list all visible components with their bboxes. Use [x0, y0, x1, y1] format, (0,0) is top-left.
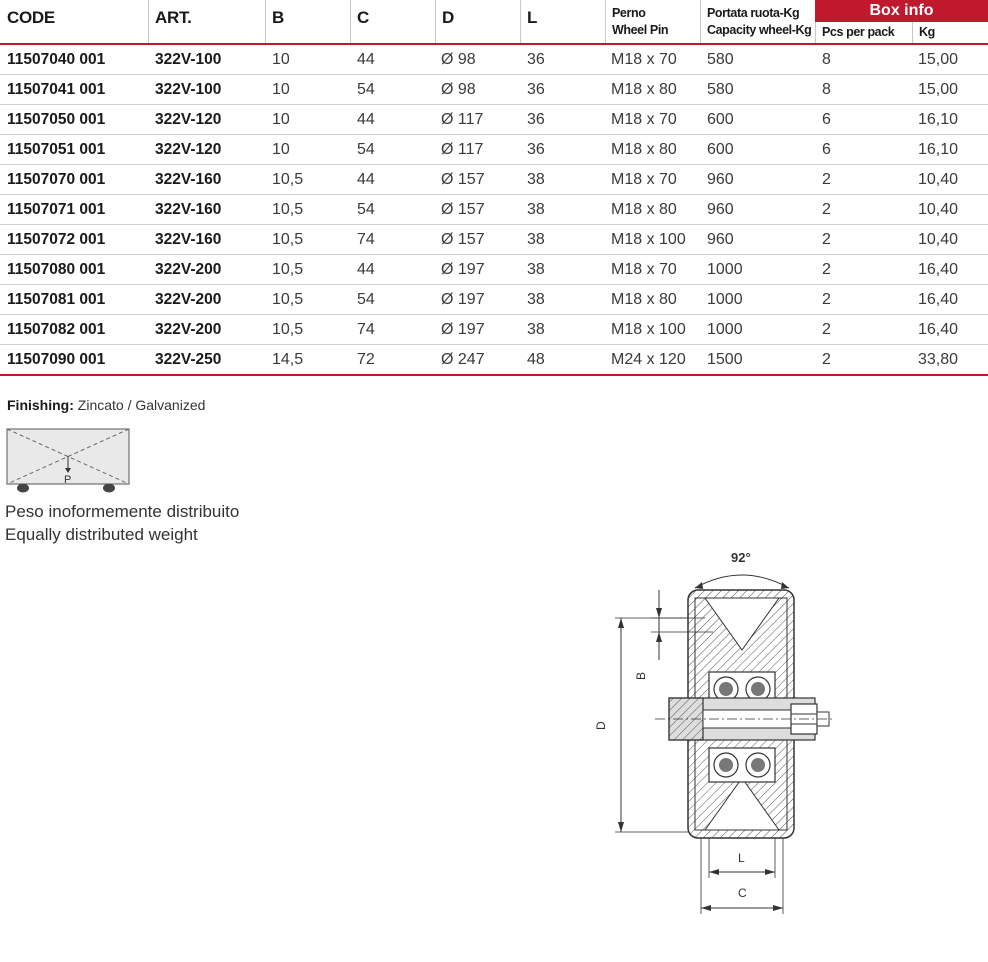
cell-b: 10 — [272, 81, 290, 98]
finishing-label: Finishing: — [7, 397, 74, 413]
table-header — [0, 0, 988, 45]
cell-pcs: 2 — [822, 321, 831, 338]
cell-code: 11507040 001 — [7, 51, 106, 68]
cell-c: 44 — [357, 261, 375, 278]
cell-d: Ø 197 — [441, 321, 485, 338]
cell-art: 322V-120 — [155, 141, 222, 158]
cell-kg: 33,80 — [918, 351, 959, 368]
cell-d: Ø 98 — [441, 81, 476, 98]
cell-pin: M18 x 80 — [611, 81, 677, 98]
cell-art: 322V-200 — [155, 321, 222, 338]
cell-b: 10,5 — [272, 201, 304, 218]
divider — [912, 22, 913, 43]
dimension-c-label: C — [738, 886, 747, 900]
divider — [435, 0, 436, 43]
box-info-banner: Box info — [815, 0, 988, 22]
cell-cap: 1000 — [707, 291, 743, 308]
table-row — [0, 75, 988, 105]
cell-c: 44 — [357, 171, 375, 188]
cell-art: 322V-200 — [155, 261, 222, 278]
cell-pcs: 8 — [822, 81, 831, 98]
cell-cap: 580 — [707, 81, 734, 98]
cell-d: Ø 117 — [441, 111, 484, 128]
cell-code: 11507081 001 — [7, 291, 106, 308]
load-description — [5, 500, 239, 546]
cell-kg: 16,40 — [918, 291, 959, 308]
header-pcs: Pcs per pack — [822, 25, 895, 39]
cell-c: 54 — [357, 201, 375, 218]
divider — [148, 0, 149, 43]
cell-cap: 960 — [707, 201, 734, 218]
angle-label: 92° — [731, 550, 751, 565]
cell-l: 48 — [527, 351, 545, 368]
cell-pin: M18 x 100 — [611, 231, 686, 248]
cell-d: Ø 157 — [441, 231, 485, 248]
cell-cap: 1000 — [707, 321, 743, 338]
cell-d: Ø 197 — [441, 261, 485, 278]
header-code: CODE — [7, 8, 55, 27]
table-row — [0, 165, 988, 195]
cell-art: 322V-250 — [155, 351, 222, 368]
cell-b: 10 — [272, 111, 290, 128]
cell-pin: M18 x 80 — [611, 201, 677, 218]
dimension-l-label: L — [738, 851, 745, 865]
cell-kg: 16,40 — [918, 261, 959, 278]
cell-d: Ø 197 — [441, 291, 485, 308]
cell-code: 11507082 001 — [7, 321, 106, 338]
cell-b: 10,5 — [272, 321, 304, 338]
cell-pin: M18 x 70 — [611, 261, 677, 278]
header-l: L — [527, 8, 538, 27]
cell-pcs: 2 — [822, 351, 831, 368]
cell-b: 10,5 — [272, 291, 304, 308]
table-row — [0, 135, 988, 165]
divider — [265, 0, 266, 43]
header-d: D — [442, 8, 454, 27]
cell-d: Ø 157 — [441, 201, 485, 218]
cell-code: 11507041 001 — [7, 81, 106, 98]
cell-c: 54 — [357, 291, 375, 308]
cell-c: 44 — [357, 111, 375, 128]
header-capacity-line1: Portata ruota-Kg — [707, 6, 800, 20]
table-row — [0, 315, 988, 345]
cell-b: 14,5 — [272, 351, 304, 368]
cell-cap: 600 — [707, 111, 734, 128]
cell-code: 11507070 001 — [7, 171, 106, 188]
finishing-note — [7, 397, 205, 413]
cell-l: 36 — [527, 81, 545, 98]
spec-table — [0, 0, 988, 376]
cell-pcs: 8 — [822, 51, 831, 68]
finishing-value: Zincato / Galvanized — [77, 397, 206, 413]
divider — [700, 0, 701, 43]
cell-code: 11507080 001 — [7, 261, 106, 278]
cell-b: 10,5 — [272, 171, 304, 188]
cell-pcs: 6 — [822, 111, 831, 128]
table-row — [0, 225, 988, 255]
cell-kg: 10,40 — [918, 171, 959, 188]
divider — [605, 0, 606, 43]
cell-c: 74 — [357, 321, 375, 338]
table-row — [0, 345, 988, 376]
cell-pin: M18 x 80 — [611, 291, 677, 308]
cell-l: 38 — [527, 321, 545, 338]
cell-art: 322V-100 — [155, 81, 222, 98]
cell-d: Ø 247 — [441, 351, 485, 368]
cell-l: 36 — [527, 141, 545, 158]
cell-code: 11507072 001 — [7, 231, 106, 248]
cell-kg: 16,40 — [918, 321, 959, 338]
header-pin — [612, 5, 668, 39]
cell-c: 74 — [357, 231, 375, 248]
cell-cap: 960 — [707, 231, 734, 248]
cell-pcs: 2 — [822, 231, 831, 248]
cell-b: 10 — [272, 51, 290, 68]
cell-pcs: 2 — [822, 201, 831, 218]
header-art: ART. — [155, 8, 192, 27]
cell-code: 11507090 001 — [7, 351, 106, 368]
cell-b: 10,5 — [272, 261, 304, 278]
load-p-label: P — [64, 474, 72, 486]
load-distribution-icon — [6, 428, 132, 494]
cell-b: 10,5 — [272, 231, 304, 248]
cell-art: 322V-120 — [155, 111, 222, 128]
cell-pcs: 2 — [822, 261, 831, 278]
cell-code: 11507071 001 — [7, 201, 106, 218]
cell-cap: 960 — [707, 171, 734, 188]
cell-kg: 15,00 — [918, 51, 959, 68]
cell-c: 54 — [357, 141, 375, 158]
cell-art: 322V-100 — [155, 51, 222, 68]
table-body — [0, 45, 988, 376]
header-capacity — [707, 5, 811, 39]
cell-pcs: 2 — [822, 291, 831, 308]
cell-kg: 10,40 — [918, 201, 959, 218]
cell-cap: 1000 — [707, 261, 743, 278]
table-row — [0, 105, 988, 135]
cell-art: 322V-160 — [155, 171, 222, 188]
header-pin-line1: Perno — [612, 6, 646, 20]
cell-art: 322V-160 — [155, 201, 222, 218]
divider — [350, 0, 351, 43]
header-c: C — [357, 8, 369, 27]
cell-kg: 16,10 — [918, 141, 959, 158]
cell-d: Ø 98 — [441, 51, 476, 68]
load-description-line2: Equally distributed weight — [5, 525, 198, 544]
cell-l: 36 — [527, 51, 545, 68]
cell-l: 36 — [527, 111, 545, 128]
header-capacity-line2: Capacity wheel-Kg — [707, 23, 812, 37]
cell-kg: 15,00 — [918, 81, 959, 98]
cell-pin: M18 x 70 — [611, 171, 677, 188]
cell-l: 38 — [527, 291, 545, 308]
cell-c: 54 — [357, 81, 375, 98]
cell-pin: M18 x 80 — [611, 141, 677, 158]
cell-kg: 16,10 — [918, 111, 959, 128]
dimension-d-label: D — [594, 721, 608, 730]
wheel-section-drawing — [585, 540, 845, 920]
cell-kg: 10,40 — [918, 231, 959, 248]
cell-l: 38 — [527, 261, 545, 278]
cell-cap: 580 — [707, 51, 734, 68]
table-row — [0, 285, 988, 315]
cell-cap: 1500 — [707, 351, 743, 368]
cell-l: 38 — [527, 231, 545, 248]
load-description-line1: Peso inoformemente distribuito — [5, 502, 240, 521]
cell-cap: 600 — [707, 141, 734, 158]
cell-pin: M18 x 70 — [611, 51, 677, 68]
cell-pin: M18 x 70 — [611, 111, 677, 128]
cell-l: 38 — [527, 201, 545, 218]
header-b: B — [272, 8, 284, 27]
cell-art: 322V-160 — [155, 231, 222, 248]
table-row — [0, 45, 988, 75]
divider — [520, 0, 521, 43]
cell-code: 11507051 001 — [7, 141, 106, 158]
table-row — [0, 255, 988, 285]
cell-l: 38 — [527, 171, 545, 188]
cell-b: 10 — [272, 141, 290, 158]
cell-d: Ø 117 — [441, 141, 484, 158]
cell-art: 322V-200 — [155, 291, 222, 308]
cell-pcs: 2 — [822, 171, 831, 188]
dimension-b-label: B — [634, 671, 648, 680]
cell-pcs: 6 — [822, 141, 831, 158]
cell-c: 72 — [357, 351, 375, 368]
header-pin-line2: Wheel Pin — [612, 23, 669, 37]
header-kg: Kg — [919, 25, 935, 39]
cell-c: 44 — [357, 51, 375, 68]
cell-code: 11507050 001 — [7, 111, 106, 128]
cell-pin: M24 x 120 — [611, 351, 686, 368]
cell-d: Ø 157 — [441, 171, 485, 188]
cell-pin: M18 x 100 — [611, 321, 686, 338]
table-row — [0, 195, 988, 225]
